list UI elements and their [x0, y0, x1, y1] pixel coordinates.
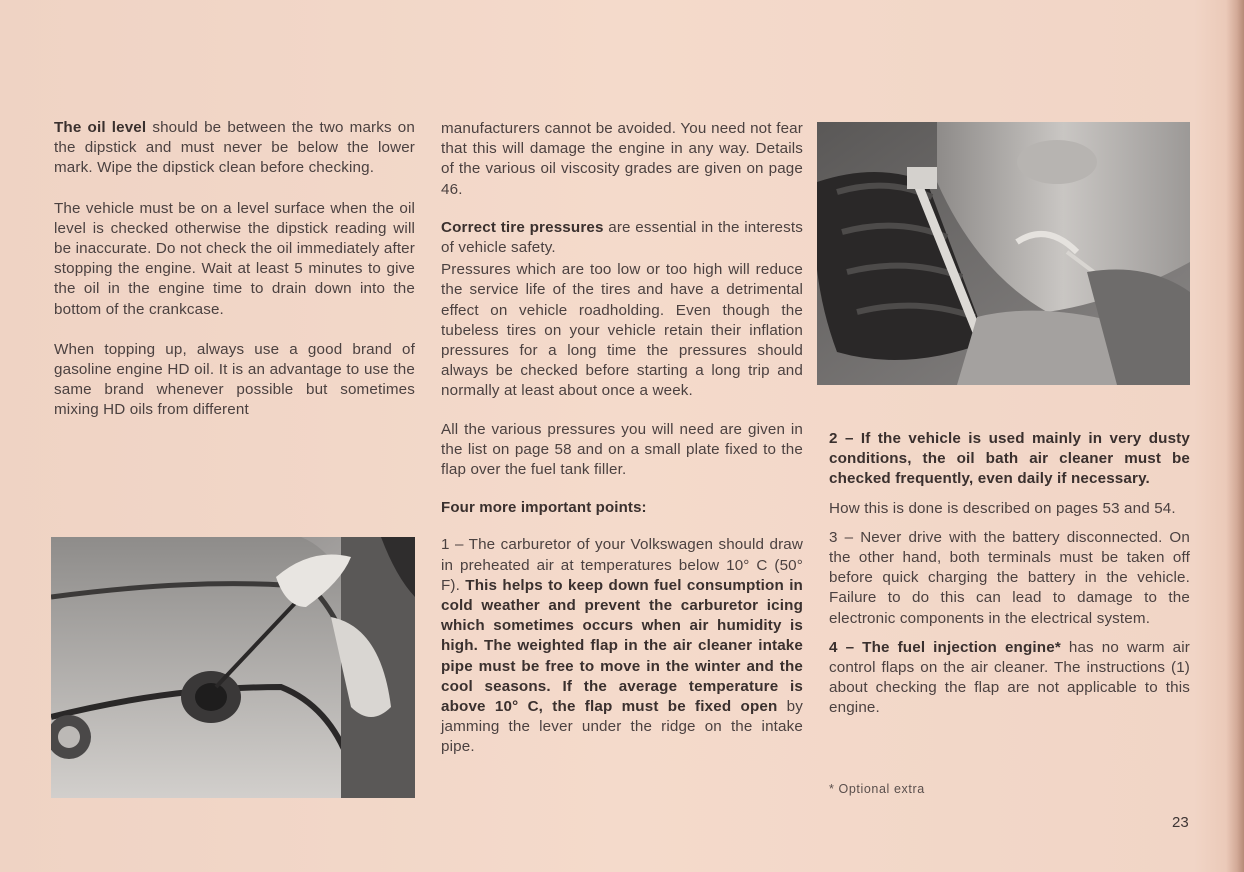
point-1-end: by jamming the lever under the ridge on the intake pipe.	[441, 698, 803, 756]
point-2-paragraph: 2 – If the vehicle is used mainly in very dusty conditions, the oil bath air cleaner must be checked frequently, even daily if necessary.	[829, 430, 1190, 488]
air-cleaner-photo	[817, 122, 1190, 385]
level-surface-paragraph: The vehicle must be on a level surface when the oil level is checked otherwise the dipstick reading will be inaccurate. Do not check the oil immediately after stopping the engine. Wait at least 5 minutes to give the oil in the engine time to drain down into the bottom of the crankcase.	[54, 199, 415, 318]
pressures-list-paragraph: All the various pressures you will need are given in the list on page 58 and on a small plate fixed to the flap over the fuel tank filler.	[441, 420, 803, 479]
footnote: * Optional extra	[829, 782, 925, 796]
column-left	[54, 118, 415, 421]
tire-pressures-text: are essential in the interests of vehicle safety.	[441, 218, 803, 257]
point-1-paragraph	[441, 535, 803, 757]
point-4-text: has no warm air control flaps on the air cleaner. The instructions (1) about checking the flap are not applicable to this engine.	[829, 638, 1190, 717]
book-spine-shadow	[1226, 0, 1244, 872]
point-4-paragraph	[829, 638, 1190, 719]
page-number: 23	[1172, 814, 1189, 831]
point-4-asterisk: *	[1054, 638, 1061, 656]
column-middle	[441, 119, 803, 758]
oil-level-paragraph	[54, 118, 415, 179]
pressures-detail-paragraph: Pressures which are too low or too high will reduce the service life of the tires and have a detrimental effect on vehicle roadholding. Even though the tubeless tires on your vehicle retain their inflation pressures for a long time the pressures should always be checked before starting a long trip and normally at least about once a week.	[441, 261, 803, 400]
point-4-lead: 4 – The fuel injection engine	[829, 638, 1055, 656]
tire-pressures-paragraph	[441, 218, 803, 258]
oil-level-lead: The oil level	[54, 119, 147, 136]
point-3-paragraph: 3 – Never drive with the battery disconnected. On the other hand, both terminals must be taken off before quick charging the battery in the vehicle. Failure to do this can lead to damage to the electronic components in the electrical system.	[829, 528, 1190, 627]
tire-pressures-lead: Correct tire pressures	[441, 218, 604, 236]
four-points-heading: Four more important points:	[441, 499, 647, 517]
column-right	[829, 429, 1190, 719]
manufacturers-paragraph: manufacturers cannot be avoided. You need not fear that this will damage the engine in any way. Details of the various oil viscosity grades are given on page 46.	[441, 120, 803, 198]
oil-level-text: should be between the two marks on the dipstick and must never be below the lower mark. Wipe the dipstick clean before checking.	[54, 119, 415, 177]
topping-up-paragraph: When topping up, always use a good brand of gasoline engine HD oil. It is an advantage to use the same brand whenever possible but sometimes mixing HD oils from different	[54, 340, 415, 419]
point-1-intro: 1 – The carburetor of your Volkswagen should draw in preheated air at temperatures below 10° C (50° F).	[441, 536, 803, 594]
point-2-note: How this is done is described on pages 53 and 54.	[829, 499, 1176, 517]
point-1-bold: This helps to keep down fuel consumption in cold weather and prevent the carburetor icing which sometimes occurs when air humidity is high. The weighted flap in the air cleaner intake pipe must be free to move in the winter and the cool seasons. If the average temperature is above 10° C, the flap must be fixed open	[441, 576, 803, 716]
dipstick-photo	[51, 537, 415, 798]
